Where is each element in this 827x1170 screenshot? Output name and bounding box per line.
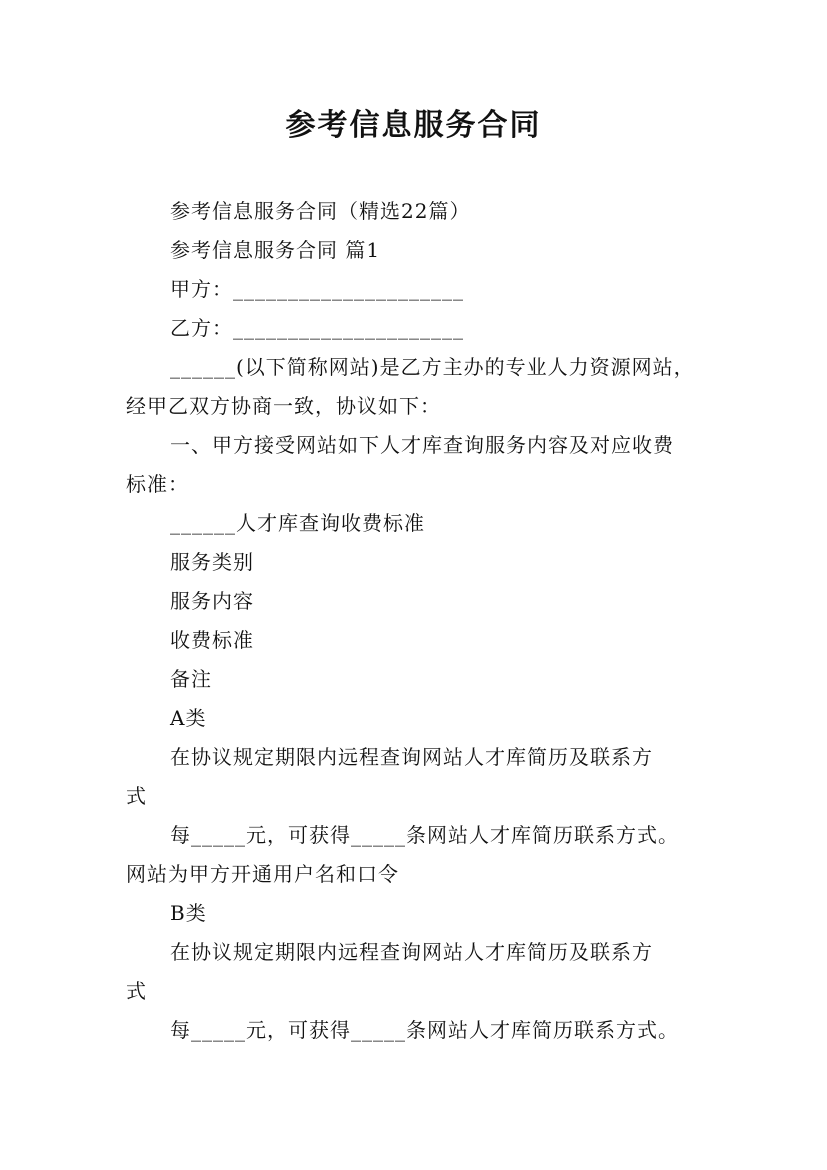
- paragraph-line: 每_____元，可获得_____条网站人才库简历联系方式。: [170, 1018, 679, 1042]
- paragraph-line: 服务内容: [170, 589, 254, 613]
- paragraph-line: 服务类别: [170, 550, 254, 574]
- paragraph-line: ______人才库查询收费标准: [170, 511, 425, 535]
- paragraph-line: 式: [126, 784, 147, 808]
- party-b-line: 乙方：_____________________: [170, 316, 464, 340]
- paragraph-line: 标准：: [126, 472, 189, 496]
- paragraph-line: 参考信息服务合同 篇1: [170, 238, 381, 262]
- paragraph-line: 在协议规定期限内远程查询网站人才库简历及联系方: [170, 940, 653, 964]
- paragraph-line: 参考信息服务合同（精选22篇）: [170, 199, 471, 223]
- party-a-line: 甲方：_____________________: [170, 277, 464, 301]
- paragraph-line: B类: [170, 901, 207, 925]
- paragraph-line: 一、甲方接受网站如下人才库查询服务内容及对应收费: [170, 433, 674, 457]
- paragraph-line: A类: [170, 706, 207, 730]
- paragraph-line: 式: [126, 979, 147, 1003]
- paragraph-line: ______(以下简称网站)是乙方主办的专业人力资源网站，: [170, 355, 695, 379]
- document-title: 参考信息服务合同: [285, 108, 542, 143]
- paragraph-line: 经甲乙双方协商一致，协议如下：: [126, 394, 441, 418]
- paragraph-line: 收费标准: [170, 628, 254, 652]
- paragraph-line: 每_____元，可获得_____条网站人才库简历联系方式。: [170, 823, 679, 847]
- paragraph-line: 在协议规定期限内远程查询网站人才库简历及联系方: [170, 745, 653, 769]
- paragraph-line: 备注: [170, 667, 212, 691]
- paragraph-line: 网站为甲方开通用户名和口令: [126, 862, 399, 886]
